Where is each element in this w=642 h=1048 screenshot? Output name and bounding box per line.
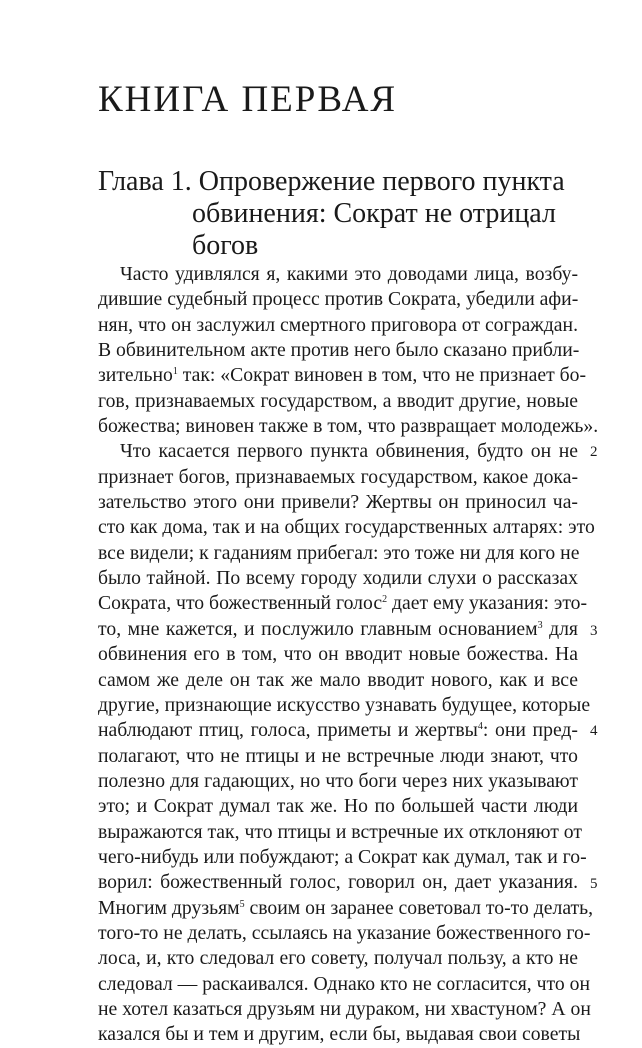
text-line: не хотел казаться друзьям ни дураком, ни хвастуном? А он bbox=[98, 997, 591, 1020]
text-line: божества; виновен также в том, что развращает молодежь». bbox=[98, 415, 599, 438]
text-segment: Сократа, что божественный голос bbox=[98, 592, 383, 615]
text-line: казался бы и тем и другим, если бы, выдавая свои советы bbox=[98, 1023, 581, 1046]
text-segment: для bbox=[542, 617, 578, 640]
text-line: следовал — раскаивался. Однако кто не согласится, что он bbox=[98, 972, 591, 995]
text-line bbox=[98, 617, 578, 642]
footnote-ref-3[interactable]: 3 bbox=[537, 619, 543, 631]
text-line: зательство этого они привели? Жертвы он приносил ча- bbox=[98, 491, 578, 514]
book-title: КНИГА ПЕРВАЯ bbox=[98, 79, 398, 120]
text-line: другие, признающие искусство узнавать будущее, которые bbox=[98, 693, 591, 716]
text-line: это; и Сократ думал так же. Но по большей части люди bbox=[98, 795, 578, 818]
footnote-ref-4[interactable]: 4 bbox=[477, 721, 483, 733]
text-line bbox=[98, 591, 588, 616]
section-number-4: 4 bbox=[590, 723, 598, 739]
text-line: чего-нибудь или побуждают; а Сократ как думал, так и го- bbox=[98, 845, 587, 868]
text-line: дившие судебный процесс против Сократа, убедили афи- bbox=[98, 288, 579, 311]
text-line: полезно для гадающих, но что боги через них указывают bbox=[98, 769, 578, 792]
text-line: нян, что он заслужил смертного приговора от сограждан. bbox=[98, 313, 578, 336]
text-line: самом же деле он так же мало вводит нового, как и все bbox=[98, 668, 578, 691]
footnote-ref-1[interactable]: 1 bbox=[172, 366, 178, 378]
text-segment: своим он заранее советовал то-то делать, bbox=[244, 896, 594, 919]
text-segment: дает ему указания: это- bbox=[387, 592, 588, 615]
text-line: Что касается первого пункта обвинения, будто он не bbox=[120, 440, 578, 463]
text-line: В обвинительном акте против него было сказано прибли- bbox=[98, 339, 580, 362]
section-number-3: 3 bbox=[590, 623, 598, 639]
chapter-title-line-3: богов bbox=[192, 230, 259, 261]
text-line: лоса, и, кто следовал его совету, получал пользу, а кто не bbox=[98, 947, 578, 970]
section-number-2: 2 bbox=[590, 444, 598, 460]
chapter-title bbox=[98, 166, 565, 262]
text-line: все видели; к гаданиям прибегал: это тоже ни для кого не bbox=[98, 541, 580, 564]
text-segment: : они пред- bbox=[482, 719, 578, 742]
text-line: Часто удивлялся я, какими это доводами лица, возбу- bbox=[120, 263, 578, 285]
text-segment: то, мне кажется, и послужило главным основанием bbox=[98, 617, 538, 640]
text-segment: Многим друзьям bbox=[98, 896, 240, 919]
footnote-ref-5[interactable]: 5 bbox=[239, 898, 245, 910]
text-segment: зительно bbox=[98, 364, 173, 387]
text-line: гов, признаваемых государством, а вводит другие, новые bbox=[98, 389, 578, 412]
text-line bbox=[98, 718, 578, 743]
text-line: полагают, что не птицы и не встречные люди знают, что bbox=[98, 744, 578, 767]
text-segment: наблюдают птиц, голоса, приметы и жертвы bbox=[98, 719, 478, 742]
text-line bbox=[98, 363, 587, 388]
chapter-title-line-2: обвинения: Сократ не отрицал bbox=[192, 198, 556, 229]
chapter-title-line-1: Глава 1. Опровержение первого пункта bbox=[98, 166, 565, 197]
body-text bbox=[98, 262, 599, 1048]
text-line bbox=[98, 896, 594, 921]
footnote-ref-2[interactable]: 2 bbox=[382, 594, 388, 606]
text-line: признает богов, признаваемых государством, какое дока- bbox=[98, 465, 578, 488]
text-line: выражаются так, что птицы и встречные их отклоняют от bbox=[98, 820, 582, 843]
text-line: того-то не делать, ссылаясь на указание божественного го- bbox=[98, 921, 591, 944]
text-segment: так: «Сократ виновен в том, что не признает бо- bbox=[177, 364, 587, 387]
text-line: было тайной. По всему городу ходили слухи о рассказах bbox=[98, 567, 578, 590]
text-line: обвинения его в том, что он вводит новые божества. На bbox=[98, 643, 578, 666]
text-line: сто как дома, так и на общих государственных алтарях: это bbox=[98, 516, 595, 539]
text-line: ворил: божественный голос, говорил он, дает указания. bbox=[98, 871, 578, 894]
section-number-5: 5 bbox=[590, 876, 598, 892]
